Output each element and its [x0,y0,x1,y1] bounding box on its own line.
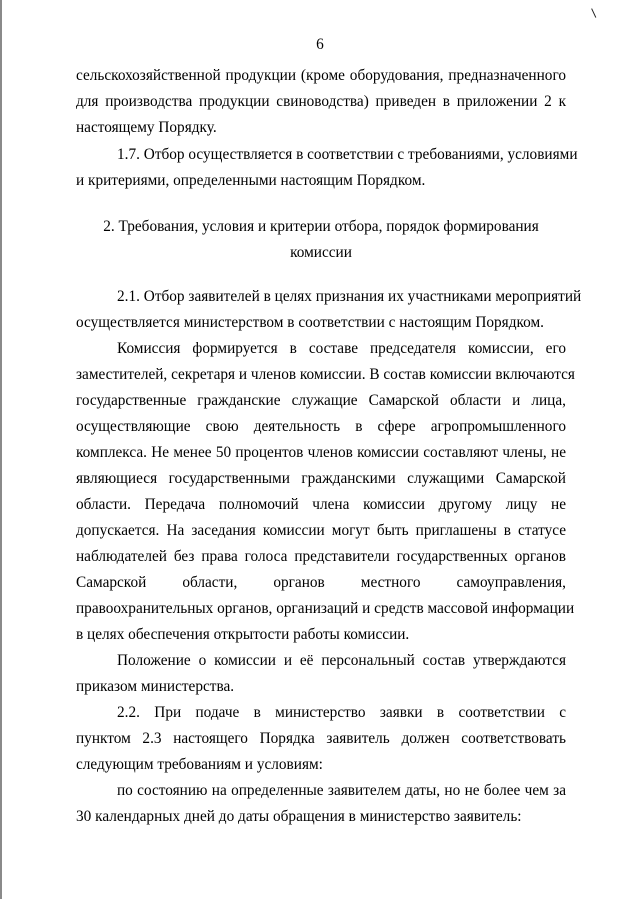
text-line: государственные гражданские служащие Самарской области и лица, [76,392,566,409]
text-line: 2.2. При подаче в министерство заявки в соответствии с [117,704,566,721]
text-line: осуществляется министерством в соответствии с настоящим Порядком. [76,314,545,331]
text-line: заместителей, секретаря и членов комиссии. В состав комиссии включаются [76,366,575,383]
text-line: области. Передача полномочий члена комиссии другому лицу не [76,496,566,513]
scan-edge [0,0,2,899]
text-line: по состоянию на определенные заявителем даты, но не более чем за [117,782,566,799]
text-line: Положение о комиссии и её персональный состав утверждаются [117,652,566,669]
text-line: настоящему Порядку. [76,119,217,136]
text-line: для производства продукции свиноводства) приведен в приложении 2 к [76,93,566,110]
text-line: в целях обеспечения открытости работы комиссии. [76,626,410,643]
text-line: и критериями, определенными настоящим Порядком. [76,172,426,189]
text-line: комплекса. Не менее 50 процентов членов комиссии составляют члены, не [76,444,566,461]
text-line: наблюдателей без права голоса представители государственных органов [76,548,566,565]
text-line: правоохранительных органов, организаций и средств массовой информации [76,600,575,617]
section-heading: 2. Требования, условия и критерии отбора, порядок формирования [103,218,539,235]
text-line: 2.1. Отбор заявителей в целях признания их участниками мероприятий [117,288,582,305]
scan-mark [591,6,601,18]
text-line: осуществляющие свою деятельность в сфере агропромышленного [76,418,566,435]
text-line: пунктом 2.3 настоящего Порядка заявитель должен соответствовать [76,730,566,747]
text-line: являющиеся государственными гражданскими служащими Самарской [76,470,566,487]
text-line: сельскохозяйственной продукции (кроме оборудования, предназначенного [76,67,566,84]
text-line: допускается. На заседания комиссии могут быть приглашены в статусе [76,522,566,539]
text-line: Комиссия формируется в составе председателя комиссии, его [117,340,566,357]
text-line: Самарской области, органов местного самоуправления, [76,574,566,591]
section-heading: комиссии [290,244,352,261]
text-line: следующим требованиям и условиям: [76,756,323,773]
text-line: 30 календарных дней до даты обращения в министерство заявитель: [76,808,522,825]
text-line: 1.7. Отбор осуществляется в соответствии с требованиями, условиями [117,146,578,163]
page-number: 6 [316,36,324,53]
text-line: приказом министерства. [76,678,235,695]
